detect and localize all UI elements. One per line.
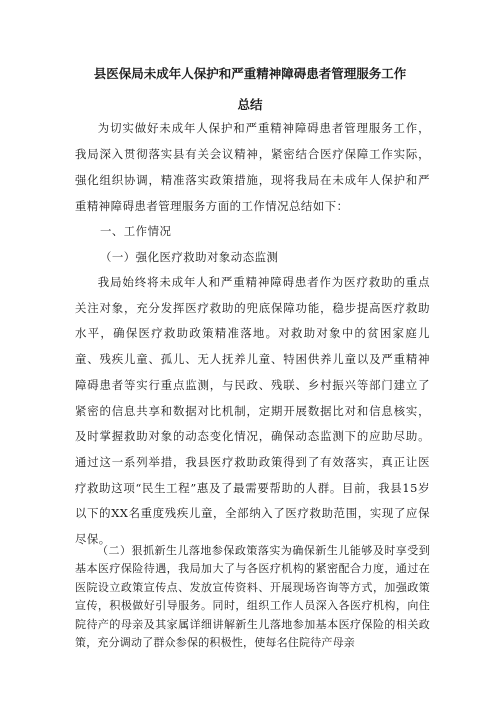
document-title: 县医保局未成年人保护和严重精神障碍患者管理服务工作 bbox=[93, 66, 407, 81]
intro-paragraph: 为切实做好未成年人保护和严重精神障碍患者管理服务工作，我局深入贯彻落实县有关会议精神，紧密结合医疗保障工作实际，强化组织协调，精准落实政策措施，现将我局在未成年人保护和严重精神障碍患者管理服务方面的工作情况总结如下： bbox=[75, 121, 430, 213]
section-heading: 一、工作情况 bbox=[100, 224, 172, 238]
body-paragraph-continued: （二）狠抓新生儿落地参保政策落实为确保新生儿能够及时享受到基本医疗保险待遇，我局加大了与各医疗机构的紧密配合力度，通过在医院设立政策宣传点、发放宣传资料、开展现场咨询等方式，加强政策宣传，积极做好引导服务。同时，组织工作人员深入各医疗机构，向住院待产的母亲及其家属详细讲解新生儿落地参加基本医疗保险的相关政策，充分调动了群众参保的积极性，使每名住院待产母亲 bbox=[75, 544, 430, 650]
body-paragraph: 我局始终将未成年人和严重精神障碍患者作为医疗救助的重点关注对象，充分发挥医疗救助的兜底保障功能，稳步提高医疗救助水平，确保医疗救助政策精准落地。对救助对象中的贫困家庭儿童、残疾儿童、孤儿、无人抚养儿童、特困供养儿童以及严重精神障碍患者等实行重点监测，与民政、残联、乡村振兴等部门建立了紧密的信息共享和数据对比机制，定期开展数据比对和信息核实，及时掌握救助对象的动态变化情况，确保动态监测下的应助尽助。通过这一系列举措，我县医疗救助政策得到了有效落实，真正让医疗救助这项“民生工程”惠及了最需要帮助的人群。目前，我县15岁以下的XX名重度残疾儿童，全部纳入了医疗救助范围，实现了应保尽保。 bbox=[75, 275, 430, 547]
document-title-continued: 总结 bbox=[237, 97, 263, 112]
subsection-heading: （一）强化医疗救助对象动态监测 bbox=[100, 250, 279, 264]
